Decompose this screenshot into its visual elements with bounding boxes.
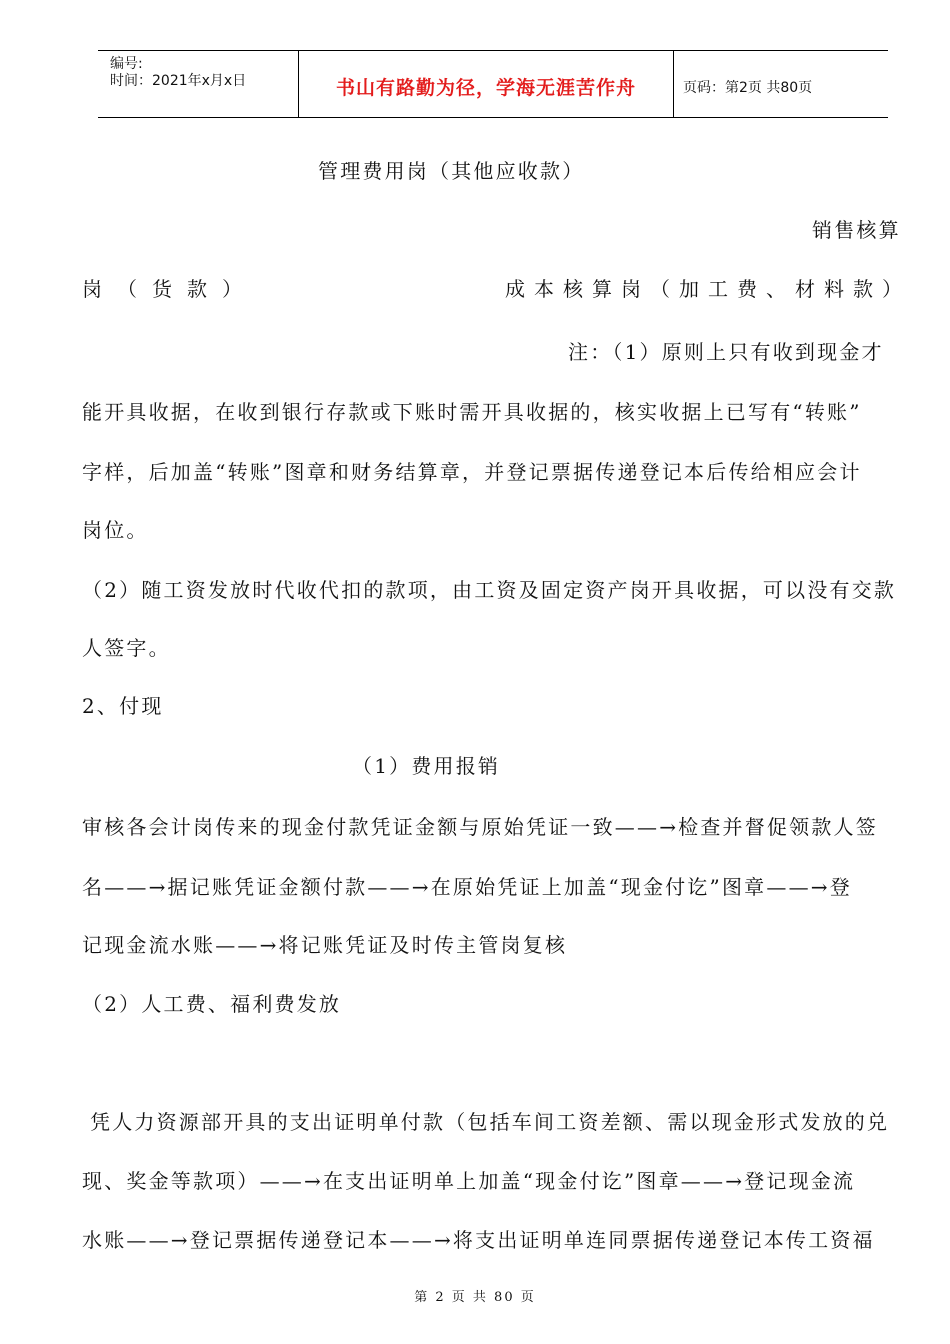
labor-line-1: 凭人力资源部开具的支出证明单付款（包括车间工资差额、需以现金形式发放的兑 — [90, 1110, 890, 1134]
note-line-3: 字样，后加盖“转账”图章和财务结算章，并登记票据传递登记本后传给相应会计 — [82, 460, 862, 484]
sub-labor: （2）人工费、福利费发放 — [82, 992, 342, 1016]
sub-expense: （1）费用报销 — [352, 754, 501, 778]
section-pay: 2、付现 — [82, 694, 164, 718]
admin-fee-line: 管理费用岗（其他应收款） — [318, 159, 585, 183]
note-line-4: 岗位。 — [82, 518, 149, 542]
sales-line: 销售核算 — [812, 218, 901, 242]
expense-line-3: 记现金流水账——→将记账凭证及时传主管岗复核 — [82, 933, 568, 957]
page-info: 页码：第2页 共80页 — [683, 80, 813, 96]
sales-line-cont: 岗（货款） — [82, 277, 257, 301]
motto: 书山有路勤为径，学海无涯苦作舟 — [335, 77, 636, 99]
labor-line-3: 水账——→登记票据传递登记本——→将支出证明单连同票据传递登记本传工资福 — [82, 1228, 875, 1252]
date-label: 时间：2021年x月x日 — [110, 73, 247, 89]
expense-line-1: 审核各会计岗传来的现金付款凭证金额与原始凭证一致——→检查并督促领款人签 — [82, 815, 878, 839]
page-header — [98, 50, 888, 118]
page-footer: 第 2 页 共 80 页 — [414, 1290, 536, 1305]
header-page-cell — [673, 51, 888, 117]
note-line-2: 能开具收据，在收到银行存款或下账时需开具收据的，核实收据上已写有“转账” — [82, 400, 862, 424]
header-motto-cell — [298, 51, 674, 117]
expense-line-2: 名——→据记账凭证金额付款——→在原始凭证上加盖“现金付讫”图章——→登 — [82, 875, 852, 899]
number-label: 编号: — [110, 56, 143, 72]
labor-line-2: 现、奖金等款项）——→在支出证明单上加盖“现金付讫”图章——→登记现金流 — [82, 1169, 856, 1193]
note2-line-1: （2）随工资发放时代收代扣的款项，由工资及固定资产岗开具收据，可以没有交款 — [82, 578, 897, 602]
cost-line: 成本核算岗（加工费、材料款） — [505, 277, 911, 301]
header-meta — [98, 51, 298, 117]
note2-line-2: 人签字。 — [82, 636, 171, 660]
note-line-1: 注：（1）原则上只有收到现金才 — [568, 340, 884, 364]
